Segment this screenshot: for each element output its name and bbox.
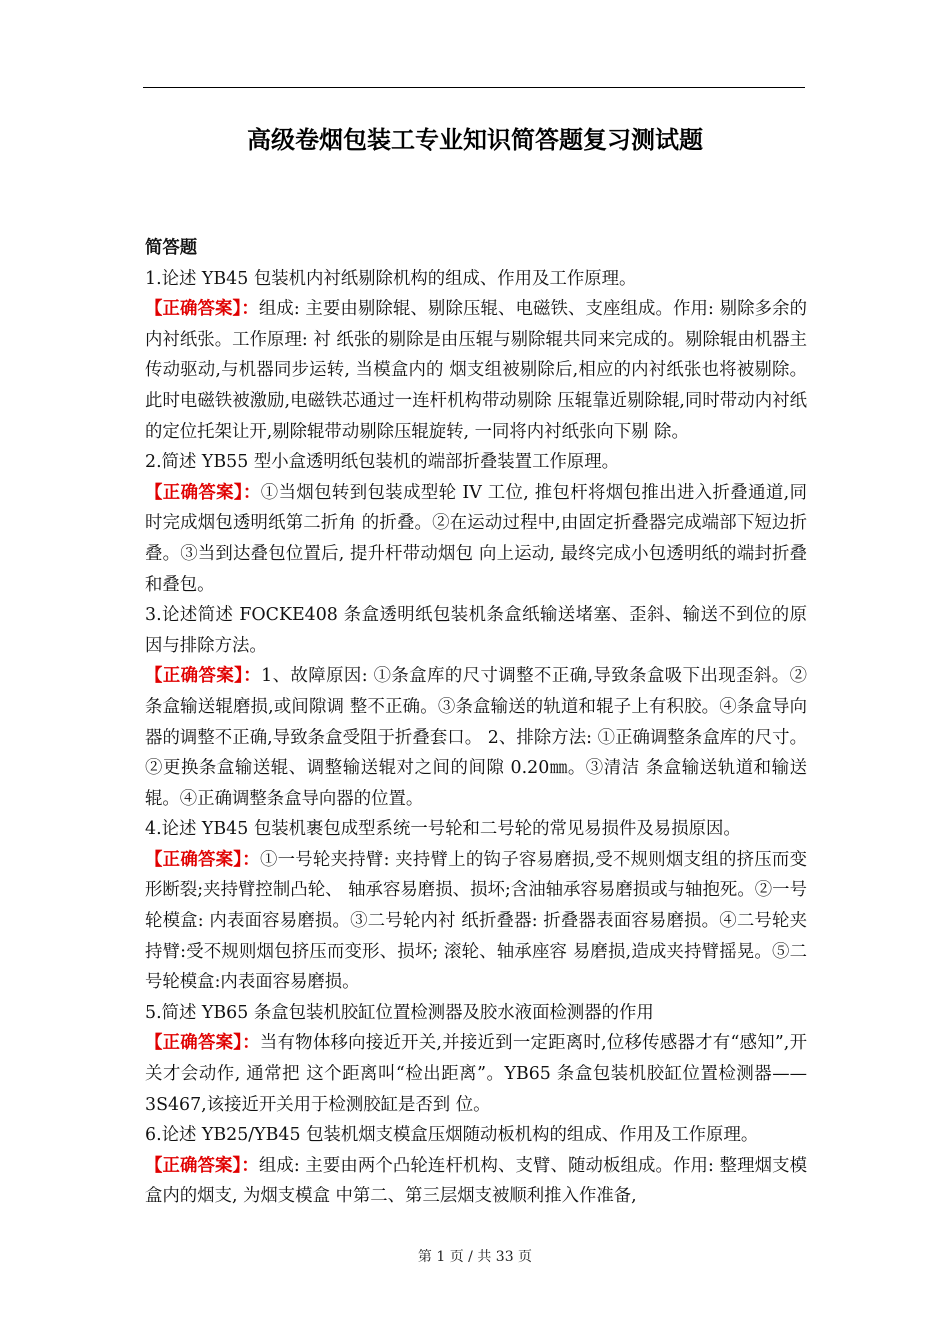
answer-text: 组成: 主要由剔除辊、剔除压辊、电磁铁、支座组成。作用: 剔除多余的内衬纸张。工作原理: 衬 纸张的剔除是由压辊与剔除辊共同来完成的。剔除辊由机器主传动驱动,与机器同步运转, 当模盒内的 烟支组被剔除后,相应的内衬纸张也将被剔除。此时电磁铁被激励,电磁铁芯通过一连杆机构带动剔除 压辊靠近剔除辊,同时带动内衬纸的定位托架让开,剔除辊带动剔除压辊旋转, 一同将内衬纸张向下剔 除。 [145, 299, 807, 442]
question-3: 3.论述简述 FOCKE408 条盒透明纸包装机条盒纸输送堵塞、歪斜、输送不到位的原因与排除方法。 [145, 605, 807, 656]
answer-text: ①当烟包转到包装成型轮 IV 工位, 推包杆将烟包推出进入折叠通道,同时完成烟包透明纸第二折角 的折叠。②在运动过程中,由固定折叠器完成端部下短边折叠。③当到达叠包位置后, 提升杆带动烟包 向上运动, 最终完成小包透明纸的端封折叠和叠包。 [145, 482, 807, 595]
answer-label: 【正确答案】： [145, 849, 260, 870]
answer-label: 【正确答案】： [145, 299, 259, 320]
answer-4 [145, 845, 807, 998]
answer-label: 【正确答案】： [145, 1033, 260, 1054]
answer-3 [145, 661, 807, 814]
question-5: 5.简述 YB65 条盒包装机胶缸位置检测器及胶水液面检测器的作用 [145, 1002, 654, 1023]
section-heading: 简答题 [145, 238, 198, 258]
answer-2 [145, 478, 807, 600]
content-body [145, 233, 807, 1212]
answer-1 [145, 294, 807, 447]
answer-label: 【正确答案】： [145, 1155, 259, 1176]
answer-label: 【正确答案】： [145, 482, 261, 503]
page-number-footer: 第 1 页 / 共 33 页 [417, 1249, 533, 1265]
header-rule [143, 87, 805, 88]
answer-text: 当有物体移向接近开关,并接近到一定距离时,位移传感器才有“感知”,开关才会动作, 通常把 这个距离叫“检出距离”。YB65 条盒包装机胶缸位置检测器——3S467,该接近开关用于检测胶缸是否到 位。 [145, 1033, 807, 1115]
answer-text: ①一号轮夹持臂: 夹持臂上的钩子容易磨损,受不规则烟支组的挤压而变形断裂;夹持臂控制凸轮、 轴承容易磨损、损坏;含油轴承容易磨损或与轴抱死。②一号轮模盒: 内表面容易磨损。③二号轮内衬 纸折叠器: 折叠器表面容易磨损。④二号轮夹持臂:受不规则烟包挤压而变形、损坏; 滚轮、轴承座容 易磨损,造成夹持臂摇晃。⑤二号轮模盒:内表面容易磨损。 [145, 849, 807, 993]
answer-text: 1、故障原因: ①条盒库的尺寸调整不正确,导致条盒吸下出现歪斜。②条盒输送辊磨损,或间隙调 整不正确。③条盒输送的轨道和辊子上有积胶。④条盒导向器的调整不正确,导致条盒受阻于折叠套口。 2、排除方法: ①正确调整条盒库的尺寸。②更换条盒输送辊、调整输送辊对之间的间隙 0.20㎜。③清洁 条盒输送轨道和输送辊。④正确调整条盒导向器的位置。 [145, 666, 807, 809]
answer-6 [145, 1151, 807, 1212]
question-2: 2.简述 YB55 型小盒透明纸包装机的端部折叠装置工作原理。 [145, 452, 620, 473]
question-1: 1.论述 YB45 包装机内衬纸剔除机构的组成、作用及工作原理。 [145, 268, 637, 289]
answer-label: 【正确答案】： [145, 666, 262, 687]
page-title: 高级卷烟包装工专业知识简答题复习测试题 [247, 125, 703, 154]
question-4: 4.论述 YB45 包装机裹包成型系统一号轮和二号轮的常见易损件及易损原因。 [145, 819, 741, 840]
answer-5 [145, 1028, 807, 1120]
answer-text: 组成: 主要由两个凸轮连杆机构、支臂、随动板组成。作用: 整理烟支模盒内的烟支, 为烟支模盒 中第二、第三层烟支被顺利推入作准备, [145, 1155, 807, 1207]
question-6: 6.论述 YB25/YB45 包装机烟支模盒压烟随动板机构的组成、作用及工作原理。 [145, 1125, 759, 1146]
